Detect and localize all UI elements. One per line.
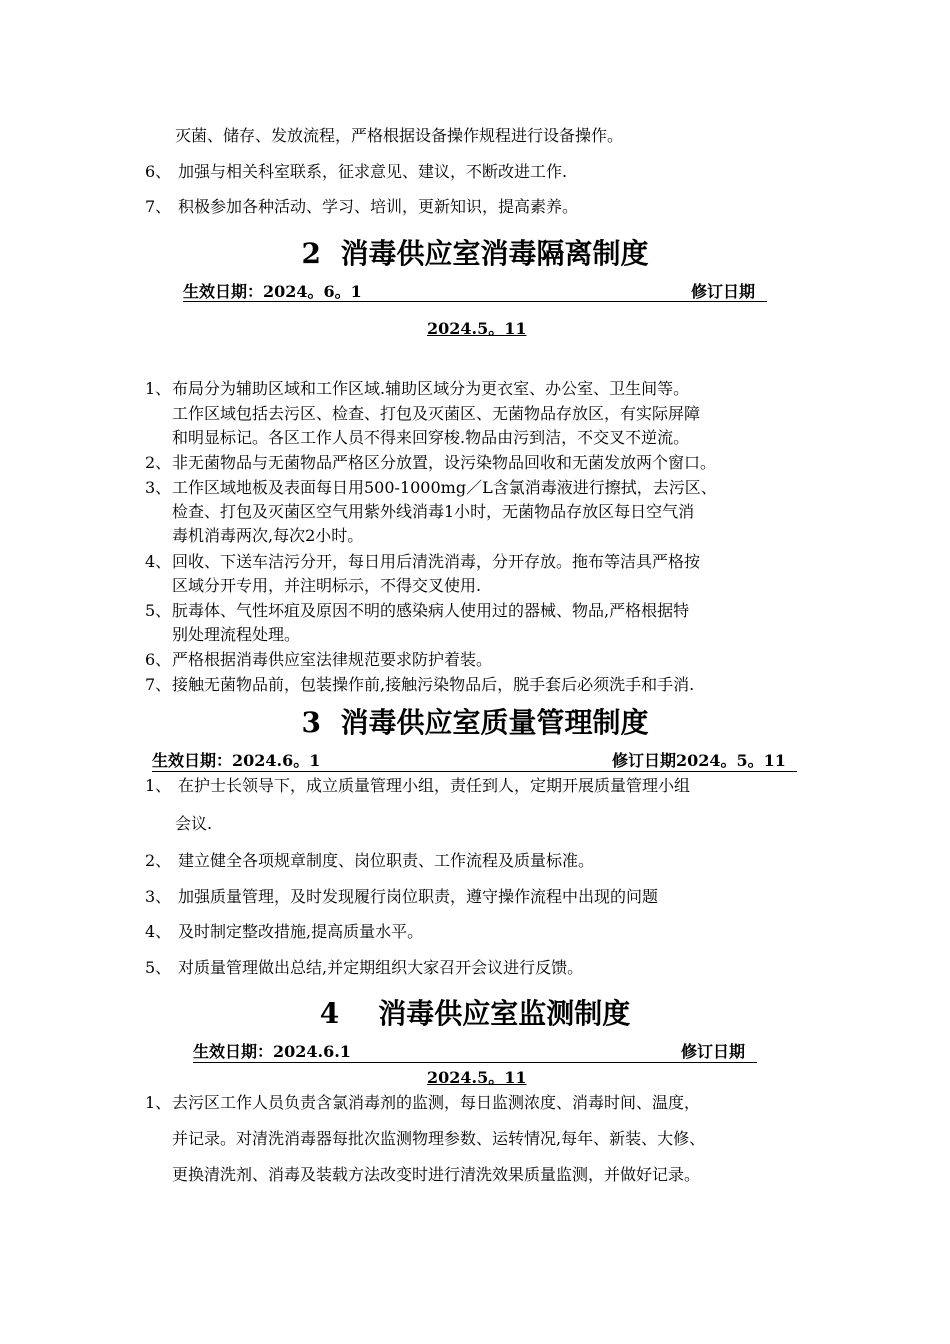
list-item-number: 4、 [145,922,172,941]
list-item-text: 严格根据消毒供应室法律规范要求防护着装。 [172,650,493,669]
list-item-number: 6、 [145,162,172,181]
list-item-text: 积极参加各种活动、学习、培训，更新知识，提高素养。 [178,197,579,216]
list-item-number: 2、 [145,851,172,870]
list-item-number: 3、 [145,887,172,906]
list-item-text: 和明显标记。各区工作人员不得来回穿梭.物品由污到洁，不交叉不逆流。 [172,428,690,447]
list-item-text: 区域分开专用，并注明标示，不得交叉使用. [172,576,482,595]
list-item-text: 别处理流程处理。 [172,625,301,644]
list-item-text: 检查、打包及灭菌区空气用紫外线消毒1小时，无菌物品存放区每日空气消 [172,502,695,521]
list-item-text: 去污区工作人员负责含氯消毒剂的监测，每日监测浓度、消毒时间、温度， [172,1093,701,1112]
list-item-number: 5、 [145,958,172,977]
list-item-number: 7、 [145,197,172,216]
effective-date: 生效日期：2024.6.1 [193,1042,351,1061]
section-heading: 3 消毒供应室质量管理制度 [301,706,649,739]
list-item-number: 6、 [145,650,172,669]
list-item-text: 更换清洗剂、消毒及装载方法改变时进行清洗效果质量监测，并做好记录。 [172,1165,701,1184]
effective-date: 生效日期：2024。6。1 [183,282,362,301]
list-item-number: 1、 [145,379,172,398]
section-heading: 2 消毒供应室消毒隔离制度 [301,237,649,270]
list-item-text: 在护士长领导下，成立质量管理小组，责任到人，定期开展质量管理小组 [178,776,691,795]
list-item-number: 2、 [145,453,172,472]
revised-date-label: 修订日期 [691,282,756,301]
revised-date: 2024.5。11 [427,319,527,338]
list-item-number: 4、 [145,552,172,571]
list-item-text: 布局分为辅助区域和工作区域.辅助区域分为更衣室、办公室、卫生间等。 [172,379,690,398]
list-item-text: 工作区域包括去污区、检查、打包及灭菌区、无菌物品存放区，有实际屏障 [172,404,701,423]
list-item-number: 7、 [145,675,172,694]
list-item-text: 毒机消毒两次,每次2小时。 [172,526,364,545]
list-item-number: 1、 [145,1093,172,1112]
list-item-text: 会议. [175,814,213,833]
effective-date: 生效日期：2024.6。1 [152,751,321,770]
list-item-text: 非无菌物品与无菌物品严格区分放置，设污染物品回收和无菌发放两个窗口。 [172,453,717,472]
list-item-text: 并记录。对清洗消毒器每批次监测物理参数、运转情况,每年、新装、大修、 [172,1129,706,1148]
revised-date: 修订日期2024。5。11 [612,751,786,770]
list-item-text: 加强与相关科室联系，征求意见、建议，不断改进工作. [178,162,568,181]
list-item-text: 加强质量管理，及时发现履行岗位职责，遵守操作流程中出现的问题 [178,887,659,906]
list-item-text: 朊毒体、气性坏疽及原因不明的感染病人使用过的器械、物品,严格根据特 [172,601,690,620]
list-item-text: 及时制定整改措施,提高质量水平。 [178,922,424,941]
list-item-number: 5、 [145,601,172,620]
list-item-number: 3、 [145,478,172,497]
section-heading: 4 消毒供应室监测制度 [319,997,631,1030]
list-item-text: 对质量管理做出总结,并定期组织大家召开会议进行反馈。 [178,958,584,977]
list-item-text: 接触无菌物品前，包装操作前,接触污染物品后，脱手套后必须洗手和手消. [172,675,695,694]
revised-date: 2024.5。11 [427,1068,527,1087]
list-item-text: 回收、下送车洁污分开，每日用后清洗消毒，分开存放。拖布等洁具严格按 [172,552,701,571]
list-item-text: 工作区域地板及表面每日用500-1000mg／L含氯消毒液进行擦拭，去污区、 [172,478,717,497]
list-item-number: 1、 [145,776,172,795]
revised-date-label: 修订日期 [681,1042,746,1061]
list-item-text: 建立健全各项规章制度、岗位职责、工作流程及质量标准。 [178,851,595,870]
list-item-continuation: 灭菌、储存、发放流程，严格根据设备操作规程进行设备操作。 [175,126,624,145]
